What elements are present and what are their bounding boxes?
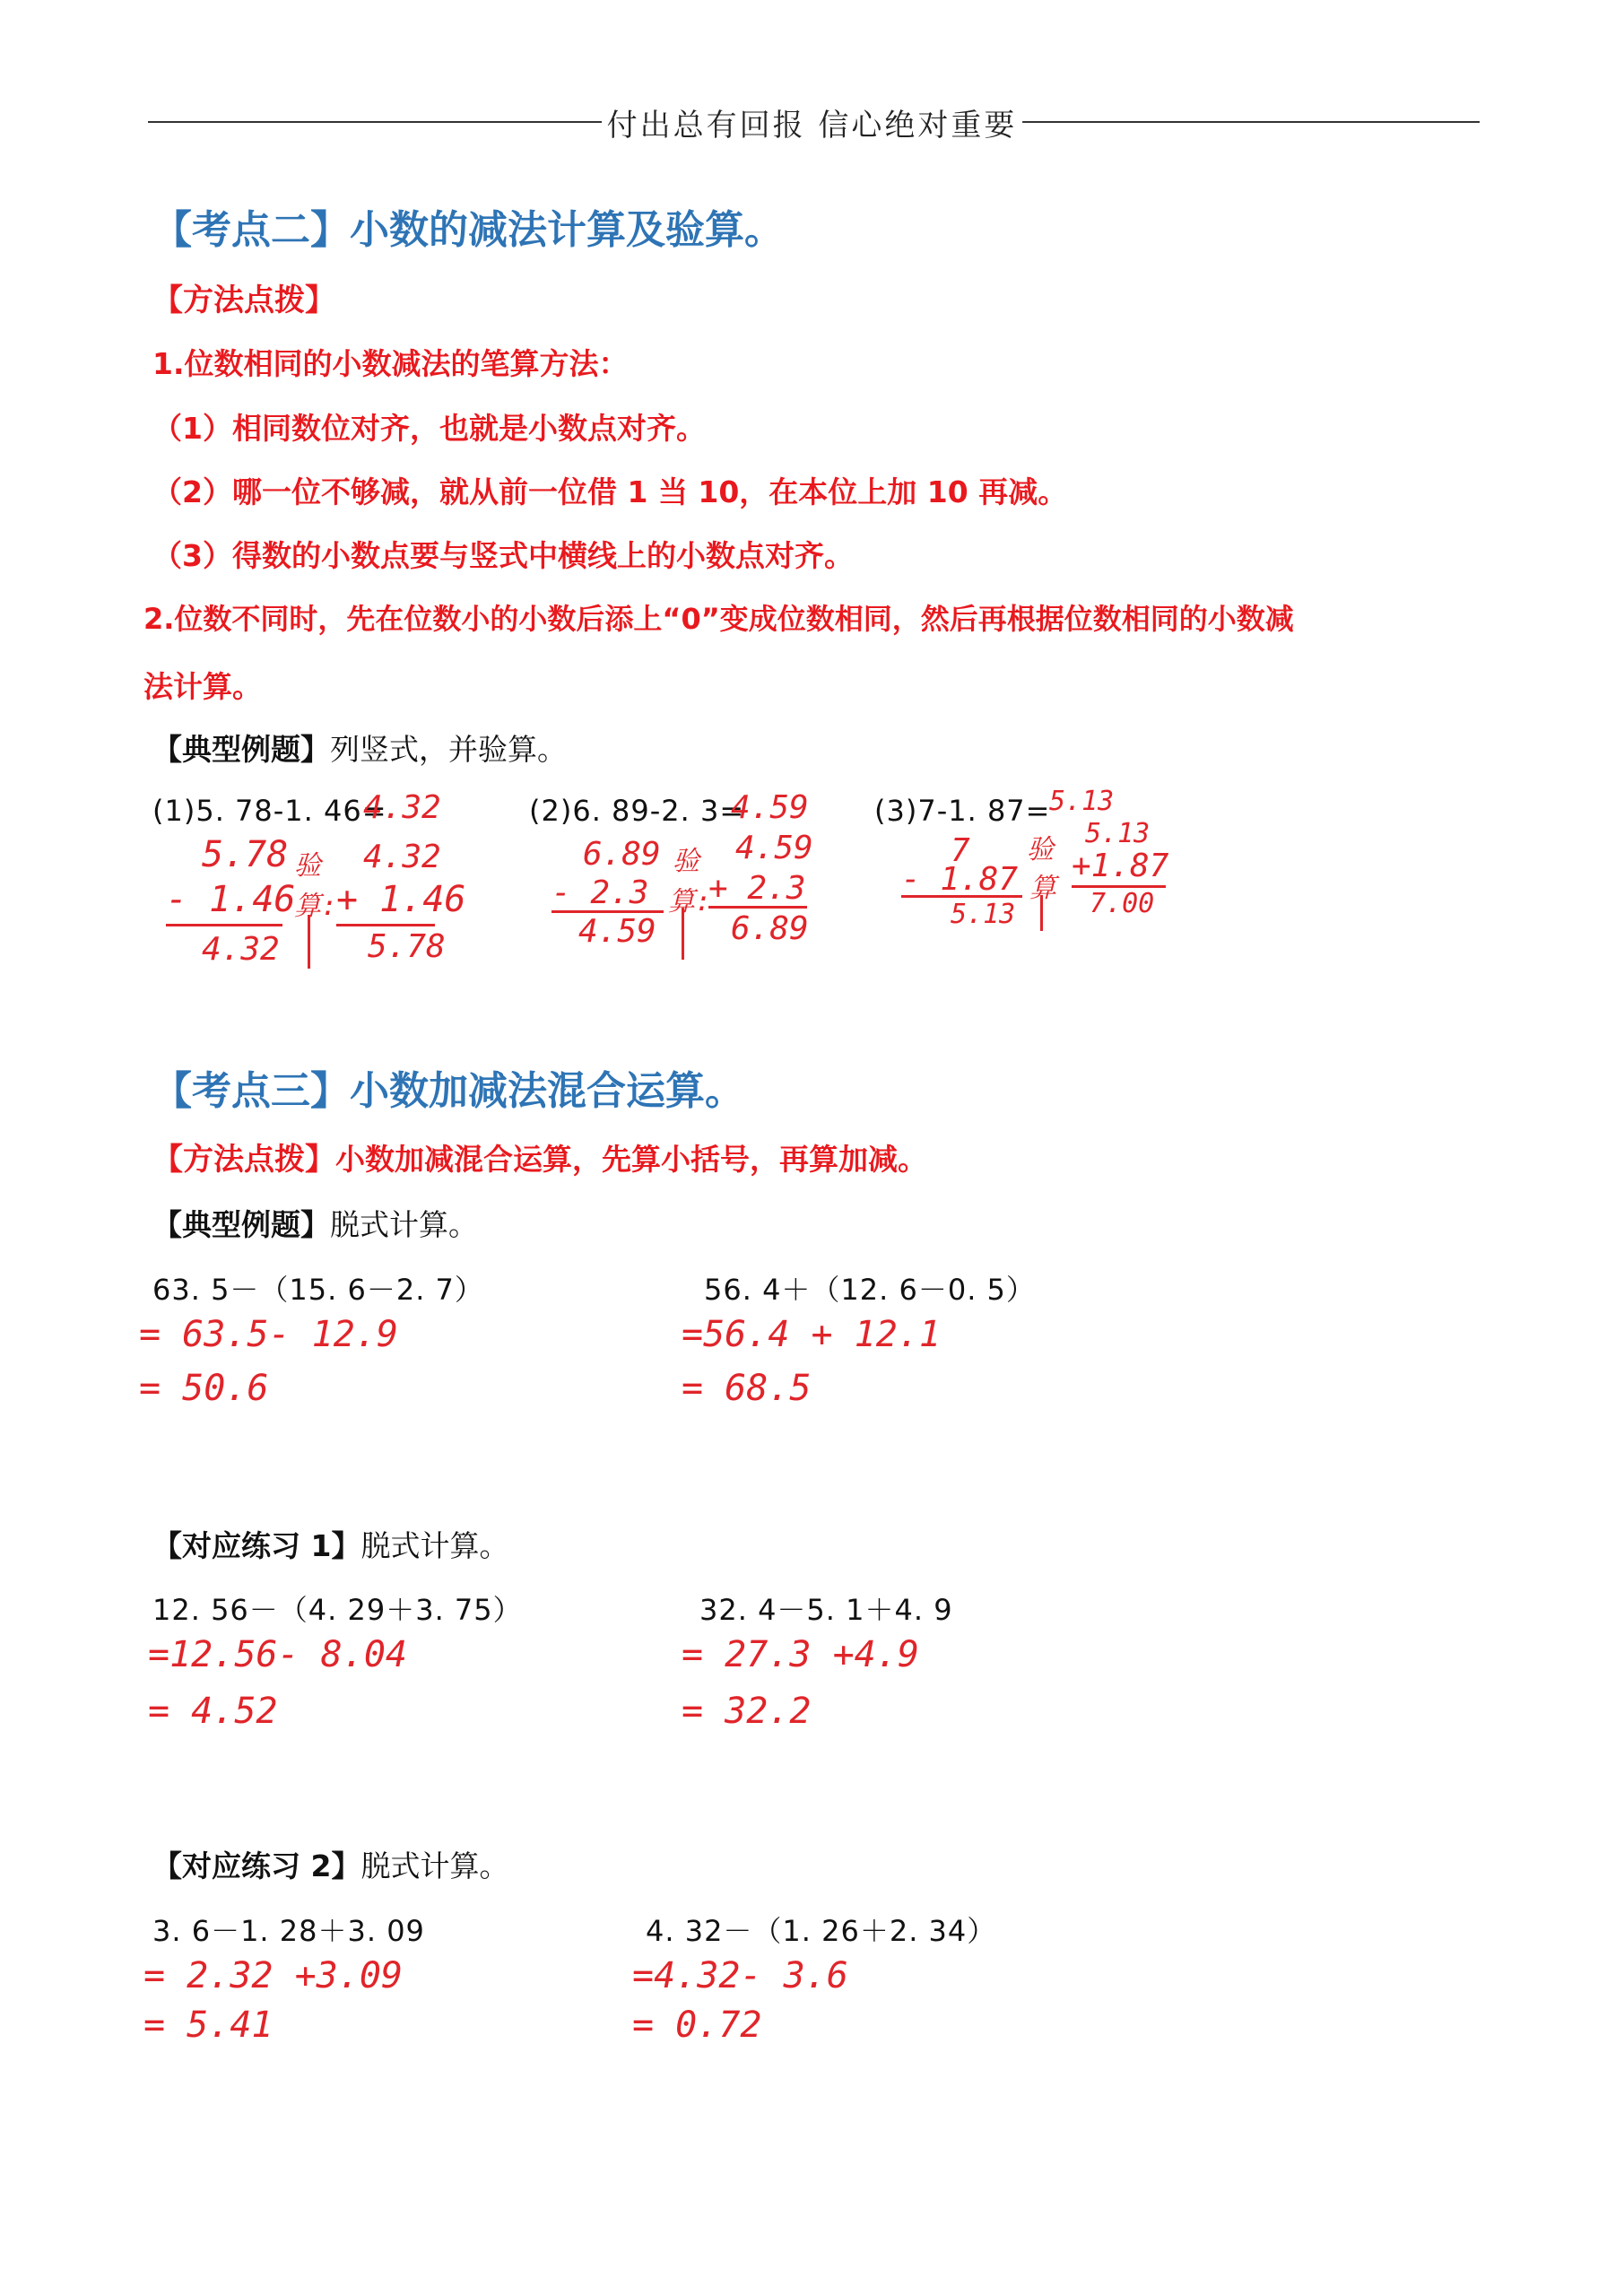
practice2-problem-2-step2: = 0.72 (632, 2005, 762, 2046)
practice2-heading (152, 1843, 508, 1885)
section3-method (152, 1135, 927, 1178)
practice2-text: 脱式计算。 (360, 1848, 509, 1883)
example-problem-2: 56. 4＋（12. 6－0. 5） (704, 1273, 1036, 1307)
p2-result: 4.59 (578, 913, 656, 950)
section2-method-line-1: 1.位数相同的小数减法的笔算方法： (152, 346, 629, 381)
example-problem-2-step2: = 68.5 (682, 1368, 812, 1409)
example-problem-1-step2: = 50.6 (139, 1368, 269, 1409)
practice1-label: 【对应练习 1】 (152, 1528, 361, 1563)
p1-check-result: 5.78 (368, 928, 446, 965)
p3-check-top: 5.13 (1085, 818, 1151, 849)
p3-subtrahend: - 1.87 (901, 861, 1019, 898)
p1-check-divider (308, 915, 310, 969)
p2-minuend: 6.89 (583, 836, 661, 873)
practice1-text: 脱式计算。 (360, 1528, 509, 1563)
section3-method-text: 小数加减混合运算，先算小括号，再算加减。 (335, 1142, 927, 1177)
p2-check-label-top: 验 (673, 846, 699, 877)
practice2-label: 【对应练习 2】 (152, 1848, 361, 1883)
p1-check-addend: + 1.46 (336, 879, 466, 920)
p2-subtrahend: - 2.3 (551, 874, 649, 911)
section3-title: 【考点三】小数加减法混合运算。 (152, 1068, 744, 1114)
header-rule-left (148, 121, 614, 123)
section3-example-text: 脱式计算。 (330, 1207, 478, 1242)
practice2-problem-1-step1: = 2.32 +3.09 (143, 1955, 403, 1996)
section2-title: 【考点二】小数的减法计算及验算。 (152, 207, 784, 253)
p1-check-top: 4.32 (363, 839, 441, 875)
vertical-problem-3-answer: 5.13 (1049, 786, 1115, 817)
practice1-problem-2-step2: = 32.2 (682, 1691, 812, 1732)
p1-result: 4.32 (202, 931, 280, 968)
p2-check-divider (682, 908, 684, 960)
section2-method-line-3: （2）哪一位不够减，就从前一位借 1 当 10，在本位上加 10 再减。 (152, 474, 1068, 509)
p3-minuend: 7 (951, 832, 970, 869)
p3-check-addend: +1.87 (1072, 848, 1169, 884)
p3-check-label-top: 验 (1027, 834, 1054, 865)
section3-method-title: 【方法点拨】 (152, 1142, 335, 1178)
section2-example-text: 列竖式，并验算。 (330, 732, 567, 767)
vertical-problem-2: (2)6. 89-2. 3= (529, 794, 745, 828)
p3-result: 5.13 (951, 899, 1016, 930)
section3-example-label: 【典型例题】 (152, 1207, 330, 1242)
practice1-heading (152, 1523, 508, 1565)
vertical-problem-2-answer: 4.59 (731, 789, 809, 826)
vertical-problem-1: (1)5. 78-1. 46= (152, 794, 387, 828)
p3-check-divider (1040, 895, 1043, 931)
practice1-problem-1-step1: =12.56- 8.04 (148, 1634, 407, 1675)
header-rule-right (1009, 121, 1480, 123)
p2-check-line (708, 906, 807, 909)
practice1-problem-2: 32. 4－5. 1＋4. 9 (699, 1593, 953, 1627)
p1-check-line (336, 924, 435, 926)
section2-method-line-6: 法计算。 (143, 669, 262, 704)
section2-method-line-4: （3）得数的小数点要与竖式中横线上的小数点对齐。 (152, 538, 854, 573)
section2-method-line-5: 2.位数不同时，先在位数小的小数后添上“0”变成位数相同，然后再根据位数相同的小数减 (143, 602, 1294, 636)
practice2-problem-2: 4. 32－（1. 26＋2. 34） (646, 1914, 997, 1948)
practice2-problem-2-step1: =4.32- 3.6 (632, 1955, 848, 1996)
p1-check-label-bottom: 算: (294, 891, 338, 922)
p2-check-label-bottom: 算: (668, 886, 712, 918)
practice1-problem-2-step1: = 27.3 +4.9 (682, 1634, 919, 1675)
p1-minuend: 5.78 (202, 834, 289, 875)
p1-subtrahend: - 1.46 (166, 879, 296, 920)
practice2-problem-1-step2: = 5.41 (143, 2005, 274, 2046)
practice1-problem-1-step2: = 4.52 (148, 1691, 278, 1732)
section2-example-heading (152, 726, 567, 769)
vertical-problem-3: (3)7-1. 87= (874, 794, 1051, 828)
p2-check-top: 4.59 (735, 830, 813, 866)
header-motto: 付出总有回报 信心绝对重要 (602, 100, 1023, 144)
p1-sum-line (166, 924, 282, 926)
section2-method-title: 【方法点拨】 (152, 283, 335, 318)
practice2-problem-1: 3. 6－1. 28＋3. 09 (152, 1914, 425, 1948)
example-problem-1-step1: = 63.5- 12.9 (139, 1314, 398, 1355)
p3-sum-line (901, 895, 1022, 898)
p3-check-label-bottom: 算 (1029, 873, 1056, 904)
example-problem-2-step1: =56.4 + 12.1 (682, 1314, 941, 1355)
p1-check-label-top: 验 (294, 850, 321, 882)
section2-example-label: 【典型例题】 (152, 732, 330, 767)
p2-check-addend: + 2.3 (708, 870, 806, 907)
section2-method-line-2: （1）相同数位对齐，也就是小数点对齐。 (152, 411, 706, 446)
vertical-problem-1-answer: 4.32 (363, 789, 441, 826)
section3-example-heading (152, 1202, 478, 1244)
practice1-problem-1: 12. 56－（4. 29＋3. 75） (152, 1593, 523, 1627)
p3-check-result: 7.00 (1090, 888, 1155, 919)
p2-check-result: 6.89 (731, 910, 809, 947)
example-problem-1: 63. 5－（15. 6－2. 7） (152, 1273, 484, 1307)
